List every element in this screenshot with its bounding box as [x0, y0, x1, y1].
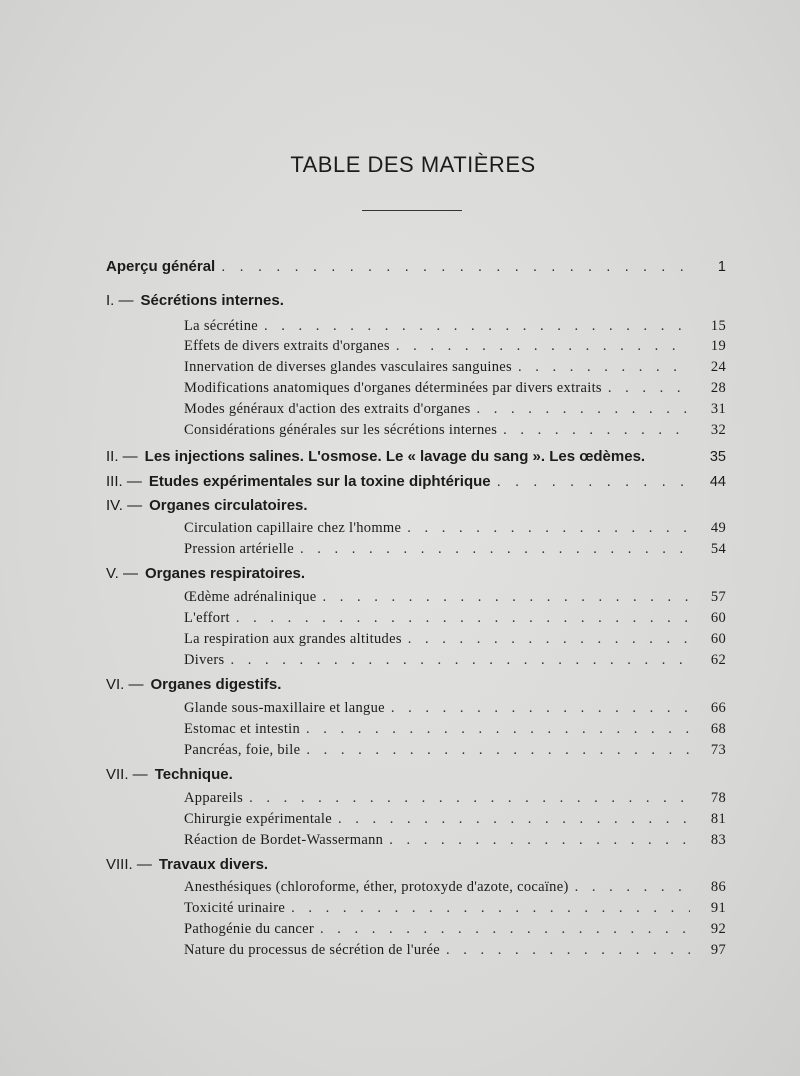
toc-section [106, 563, 726, 585]
subentry-title: Pression artérielle [184, 541, 294, 557]
page-number: 32 [710, 422, 726, 438]
leader-dots [575, 876, 690, 898]
subentry-title: Circulation capillaire chez l'homme [184, 520, 402, 536]
toc-subentry [184, 918, 726, 940]
subentry-title: Modes généraux d'action des extraits d'organes [184, 401, 471, 417]
toc-subentry [184, 335, 726, 357]
leader-dots [300, 538, 690, 560]
section-heading [106, 471, 491, 493]
subentry-title: L'effort [184, 610, 230, 626]
section-number: III. — [106, 473, 142, 490]
section-number: VIII. — [106, 856, 152, 873]
toc-section [106, 854, 726, 876]
toc-subentry [184, 398, 726, 420]
page-number: 60 [710, 610, 726, 626]
toc-subentry [184, 939, 726, 961]
section-title: Organes circulatoires. [149, 497, 308, 514]
leader-dots [408, 628, 690, 650]
toc-section [106, 446, 726, 468]
section-heading [106, 495, 308, 517]
toc-subentry [184, 876, 726, 898]
leader-dots [306, 739, 690, 761]
subentry-title: Réaction de Bordet-Wassermann [184, 832, 384, 848]
leader-dots [446, 939, 690, 961]
page-number: 91 [710, 900, 726, 916]
toc-section [106, 764, 726, 786]
toc-subentry [184, 419, 726, 441]
subentry-title: Appareils [184, 790, 244, 806]
page-number: 15 [710, 318, 726, 334]
toc-subentry [184, 718, 726, 740]
subentry-title: Chirurgie expérimentale [184, 811, 332, 827]
page-number: 1 [717, 259, 726, 275]
section-number: I. — [106, 292, 134, 309]
subentry-title: Pancréas, foie, bile [184, 742, 301, 758]
toc-subentry [184, 586, 726, 608]
page-number: 73 [710, 742, 726, 758]
leader-dots [503, 419, 690, 441]
page-number: 60 [710, 631, 726, 647]
subentry-title: Toxicité urinaire [184, 900, 286, 916]
page-number: 86 [710, 879, 726, 895]
section-heading [106, 563, 305, 585]
leader-dots [249, 787, 690, 809]
leader-dots [320, 918, 690, 940]
subentry-title: La sécrétine [184, 318, 259, 334]
toc-subentry [184, 315, 726, 337]
page-number: 81 [710, 811, 726, 827]
subentry-title: Nature du processus de sécrétion de l'urée [184, 942, 440, 958]
leader-dots [230, 649, 690, 671]
toc-subentry [184, 607, 726, 629]
toc-entry [106, 256, 726, 278]
leader-dots [306, 718, 690, 740]
section-number: II. — [106, 448, 138, 465]
section-title: Sécrétions internes. [140, 292, 284, 309]
page-number: 54 [710, 541, 726, 557]
toc-subentry [184, 356, 726, 378]
toc-subentry [184, 538, 726, 560]
toc-subentry [184, 829, 726, 851]
leader-dots [477, 398, 690, 420]
page-number: 92 [710, 921, 726, 937]
section-title: Les injections salines. L'osmose. Le « lavage du sang ». Les œdèmes. [144, 448, 646, 465]
toc-section [106, 471, 726, 493]
leader-dots [407, 517, 690, 539]
leader-dots [389, 829, 690, 851]
leader-dots [264, 315, 690, 337]
section-heading [106, 674, 281, 696]
page-number: 31 [710, 401, 726, 417]
leader-dots [518, 356, 690, 378]
section-heading [106, 446, 645, 468]
leader-dots [221, 256, 690, 278]
subentry-title: Innervation de diverses glandes vasculaires sanguines [184, 359, 512, 375]
page-number: 24 [710, 359, 726, 375]
toc-subentry [184, 628, 726, 650]
section-title: Technique. [154, 766, 233, 783]
leader-dots [497, 471, 690, 493]
section-title: Organes respiratoires. [144, 565, 306, 582]
page-number: 19 [710, 338, 726, 354]
page-number: 57 [710, 589, 726, 605]
toc-subentry [184, 377, 726, 399]
section-title: Organes digestifs. [150, 676, 282, 693]
section-title: Etudes expérimentales sur la toxine diphtérique [148, 473, 491, 490]
toc-subentry [184, 787, 726, 809]
page-number: 68 [710, 721, 726, 737]
subentry-title: Pathogénie du cancer [184, 921, 315, 937]
page-number: 28 [710, 380, 726, 396]
toc-subentry [184, 649, 726, 671]
page-number: 97 [710, 942, 726, 958]
page-number: 44 [709, 474, 726, 490]
subentry-title: Effets de divers extraits d'organes [184, 338, 390, 354]
toc-section [106, 290, 726, 312]
section-number: VI. — [106, 676, 144, 693]
section-heading [106, 290, 284, 312]
section-heading [106, 854, 268, 876]
toc-section [106, 674, 726, 696]
page-number: 78 [710, 790, 726, 806]
section-title: Travaux divers. [158, 856, 269, 873]
entry-title: Aperçu général [106, 258, 216, 275]
leader-dots [396, 335, 690, 357]
leader-dots [391, 697, 690, 719]
section-number: VII. — [106, 766, 148, 783]
toc-subentry [184, 739, 726, 761]
leader-dots [323, 586, 690, 608]
section-number: IV. — [106, 497, 143, 514]
subentry-title: La respiration aux grandes altitudes [184, 631, 402, 647]
page-number: 62 [710, 652, 726, 668]
subentry-title: Anesthésiques (chloroforme, éther, protoxyde d'azote, cocaïne) [184, 879, 569, 895]
leader-dots [291, 897, 690, 919]
toc-subentry [184, 697, 726, 719]
toc-subentry [184, 897, 726, 919]
subentry-title: Œdème adrénalinique [184, 589, 317, 605]
page-number: 49 [710, 520, 726, 536]
subentry-title: Divers [184, 652, 225, 668]
leader-dots [338, 808, 690, 830]
toc-section [106, 495, 726, 517]
section-number: V. — [106, 565, 138, 582]
page-number: 66 [710, 700, 726, 716]
page-title: TABLE DES MATIÈRES [290, 152, 536, 177]
section-heading [106, 764, 233, 786]
page-number: 83 [710, 832, 726, 848]
leader-dots [236, 607, 690, 629]
page-number: 35 [709, 449, 726, 465]
subentry-title: Estomac et intestin [184, 721, 301, 737]
subentry-title: Modifications anatomiques d'organes déterminées par divers extraits [184, 380, 602, 396]
subentry-title: Glande sous-maxillaire et langue [184, 700, 385, 716]
subentry-title: Considérations générales sur les sécrétions internes [184, 422, 498, 438]
leader-dots [608, 377, 690, 399]
toc-subentry [184, 808, 726, 830]
toc-subentry [184, 517, 726, 539]
